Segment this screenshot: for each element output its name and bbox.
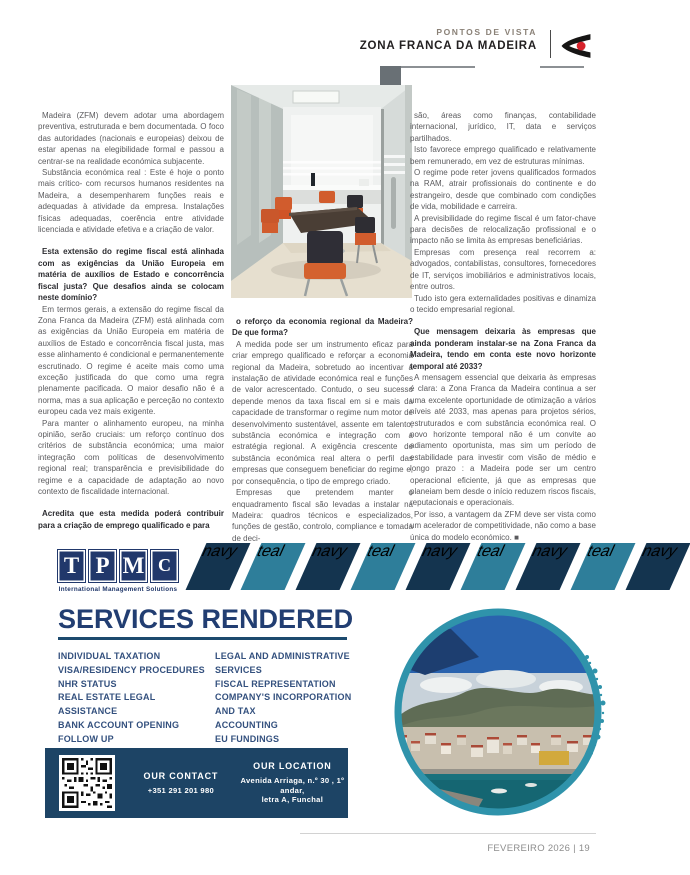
services-headline: SERVICES RENDERED <box>58 604 354 634</box>
qr-code <box>59 755 115 811</box>
contact-block <box>131 771 231 796</box>
contact-bar <box>45 748 348 818</box>
article-paragraph: Tudo isto gera externalidades positivas e dinamiza o tecido empresarial regional. <box>410 293 596 314</box>
office-meeting-room-photo <box>231 85 412 298</box>
services-underline <box>58 637 347 640</box>
tpmc-logo-letter: T <box>57 549 86 583</box>
service-item: ASSISTANCE <box>58 706 118 717</box>
service-item: SERVICES <box>215 664 262 675</box>
article-paragraph: Esta extensão do regime fiscal está alinhada com as exigências da União Europeia em matéria de auxílios de Estado e concorrência fiscal justa? Que desafios ainda se colocam neste domínio? <box>38 247 224 303</box>
location-block <box>237 761 348 805</box>
tpmc-tagline: International Management Solutions <box>58 586 178 593</box>
photo-frame-corner <box>380 66 401 85</box>
article-column-2 <box>232 305 413 544</box>
page-header <box>360 27 537 52</box>
tpmc-logo-letter: P <box>88 549 117 583</box>
service-item: FISCAL REPRESENTATION <box>215 678 336 689</box>
service-item: AND TAX <box>215 706 256 717</box>
service-item: REAL ESTATE LEGAL <box>58 692 156 703</box>
article-column-3 <box>410 110 596 543</box>
stripe: navy <box>516 543 581 590</box>
footer-rule <box>300 833 596 834</box>
tpmc-logo-letter: M <box>119 549 148 583</box>
section-title: ZONA FRANCA DA MADEIRA <box>359 40 537 52</box>
stripe: navy <box>406 543 471 590</box>
diagonal-stripes-banner <box>196 543 681 590</box>
article-paragraph: Empresas que pretendem manter o enquadramento fiscal são levadas a instalar na Madeira: quadros técnicos e especializados, funções de gestão, controlo, compliance e tomada de deci- <box>232 488 413 543</box>
article-paragraph: Empresas com presença real recorrem a: advogados, contabilistas, consultores, fornecedores de IT, serviços imobiliários e administrativos locais, entre outros. <box>410 247 596 292</box>
funchal-coastal-photo <box>391 605 605 819</box>
article-paragraph: o reforço da economia regional da Madeira? De que forma? <box>232 317 413 338</box>
service-item: VISA/RESIDENCY PROCEDURES <box>58 664 205 675</box>
article-paragraph: Que mensagem deixaria às empresas que ainda ponderam instalar-se na Zona Franca da Madeira, tendo em conta este novo horizonte temporal até 2033? <box>410 327 596 371</box>
service-item: ACCOUNTING <box>215 719 278 730</box>
tpmc-logo-letters <box>57 549 179 583</box>
contact-phone: +351 291 201 980 <box>147 785 214 795</box>
article-paragraph: são, áreas como finanças, contabilidade internacional, jurídico, IT, data e serviços partilhados. <box>410 111 596 143</box>
article-paragraph: A mensagem essencial que deixaria às empresas é clara: a Zona Franca da Madeira continua a ser uma excelente oportunidade de otimização a vários níveis até 2033, mas apenas para projetos sérios, estruturados e com substância económica real. O novo horizonte temporal não é um convite ao adiamento oportunista, mas sim um período de estabilidade para investir com visão de médio e longo prazo : a Madeira pode ser um centro operacional eficiente, já que as empresas que planeiam bem desde o início reduzem riscos fiscais, reputacionais e operacionais. <box>410 372 596 508</box>
service-item: BANK ACCOUNT OPENING <box>58 719 180 730</box>
stripe: navy <box>296 543 361 590</box>
stripe: teal <box>461 543 526 590</box>
article-paragraph: Substância económica real : Este é hoje o ponto mais crítico- com recursos humanos residentes na Madeira, a desempenharem funções reais e adequadas à atividade da empresa. Instalações físicas adequadas, coerência entre atividade licenciada e atividade efetiva e a criação de valor. <box>38 168 224 235</box>
location-label: OUR LOCATION <box>253 761 332 772</box>
services-list-right <box>215 650 360 747</box>
stripe: teal <box>571 543 636 590</box>
header-divider <box>550 30 551 58</box>
address-line-2: letra A, Funchal <box>261 795 324 805</box>
article-paragraph: Para manter o alinhamento europeu, na minha opinião, serão cruciais: um reforço contínuo dos critérios de substância económica; uma maior integração com políticas de desenvolvimento regional real; transparência e previsibilidade do regime e a capacidade de adaptação ao novo contexto de fiscalidade internacional. <box>38 418 224 496</box>
article-paragraph: Por isso, a vantagem da ZFM deve ser vista como um acelerador de competitividade, não como a base única do modelo económico. ■ <box>410 509 596 542</box>
service-item: FOLLOW UP <box>58 733 114 744</box>
article-paragraph: Madeira (ZFM) devem adotar uma abordagem preventiva, estruturada e bem documentada. O foco das autoridades (nacionais e europeias) deixou de estar apenas na elegibilidade formal e passou a centrar-se na realidade económica subjacente. <box>38 111 224 166</box>
tpmc-logo <box>57 549 179 593</box>
article-paragraph: Isto favorece emprego qualificado e relativamente bem remunerado, em vez de estruturas mínimas. <box>410 145 596 166</box>
services-list-left <box>58 650 213 747</box>
stripe: teal <box>241 543 306 590</box>
article-column-1 <box>38 110 224 531</box>
article-paragraph: O regime pode reter jovens qualificados formados na RAM, atrair profissionais do continente e do estrangeiro, desde que combinado com condições de vida, mobilidade e carreira. <box>410 168 596 212</box>
service-item: EU FUNDINGS <box>215 733 280 744</box>
article-paragraph: Acredita que esta medida poderá contribuir para a criação de emprego qualificado e para <box>38 509 224 530</box>
article-paragraph: A medida pode ser um instrumento eficaz para criar emprego qualificado e reforçar a economia regional da Madeira, sobretudo ao incentivar a instalação de atividade económica real e funções de valor acrescentado. Contudo, o seu sucesso depende menos da taxa fiscal em si e mais da capacidade de transformar o regime num motor de desenvolvimento sustentável, assente em talento, substância económica e integração com a estratégia regional. A exigência crescente de substância económica real altera o perfil das empresas que conseguem beneficiar do regime e, por consequência, o tipo de emprego criado. <box>232 339 413 486</box>
stripe: teal <box>351 543 416 590</box>
page-footer: FEVEREIRO 2026 | 19 <box>487 843 590 854</box>
stripe: navy <box>186 543 251 590</box>
service-item: COMPANY'S INCORPORATION <box>215 692 352 703</box>
article-paragraph: Em termos gerais, a extensão do regime fiscal da Zona Franca da Madeira (ZFM) está alinhada com as exigências da União Europeia em matéria de auxílios de Estado e concorrência fiscal justa, mas esse alinhamento é condicional e permanentemente escrutinado. O regime é aceite mais como uma exceção justificada do que como uma regra plenamente pacificada. O maior desafio não é a norma, mas a sua aplicação e perceção no contexto europeu cada vez mais exigente. <box>38 304 224 417</box>
header-rule <box>540 66 584 68</box>
stripe: navy <box>626 543 690 590</box>
address-line-1: Avenida Arriaga, n.º 30 , 1º andar, <box>240 776 345 795</box>
eye-logo-icon <box>559 32 593 60</box>
section-kicker: PONTOS DE VISTA <box>436 27 537 37</box>
contact-label: OUR CONTACT <box>143 770 219 781</box>
location-address <box>237 776 348 805</box>
service-item: LEGAL AND ADMINISTRATIVE <box>215 651 350 661</box>
tpmc-logo-letter: C <box>150 549 179 583</box>
service-item: INDIVIDUAL TAXATION <box>58 651 161 661</box>
article-paragraph: A previsibilidade do regime fiscal é um fator-chave para decisões de relocalização profissional e o impacto não se limita às empresas beneficiárias. <box>410 213 596 246</box>
service-item: NHR STATUS <box>58 678 117 689</box>
